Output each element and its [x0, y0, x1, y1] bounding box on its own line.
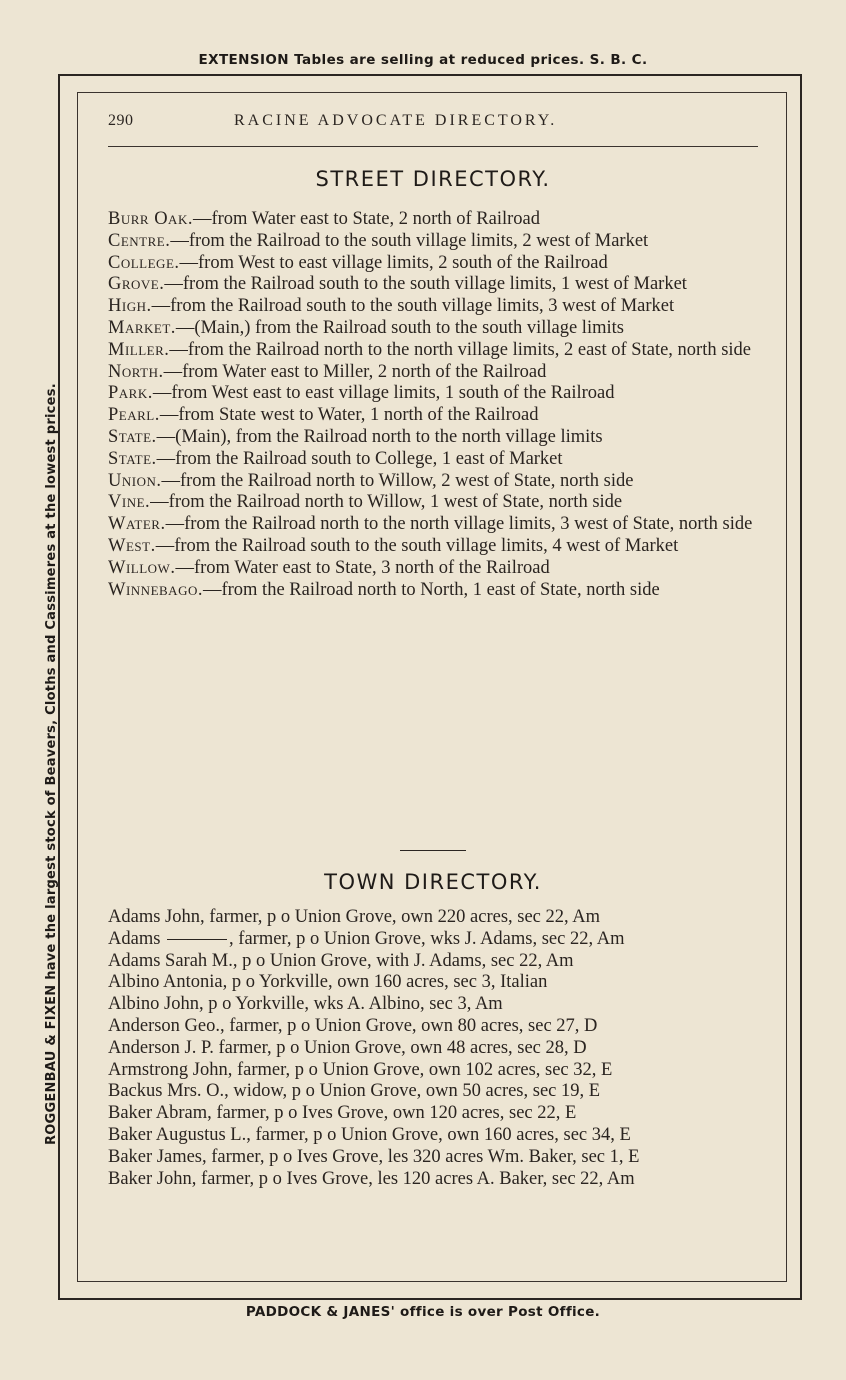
resident-name: Albino John,: [108, 994, 204, 1015]
section-divider: [400, 850, 466, 851]
resident-description: p o Yorkville, wks A. Albino, sec 3, Am: [203, 994, 503, 1015]
street-description: —from the Railroad south to the south village limits, 4 west of Market: [155, 535, 679, 556]
street-entry: [108, 449, 758, 471]
resident-name: Baker John,: [108, 1168, 197, 1189]
street-entry: [108, 427, 758, 449]
street-entry: [108, 471, 758, 493]
street-name: Centre.: [108, 230, 171, 251]
header-rule: [108, 146, 758, 147]
bottom-advertisement: PADDOCK & JANES' office is over Post Office.: [245, 1304, 601, 1320]
street-description: —from Water east to State, 3 north of the Railroad: [175, 557, 550, 578]
resident-name: Baker Abram,: [108, 1103, 212, 1124]
street-description: —from West east to east village limits, 1 south of the Railroad: [152, 383, 615, 404]
street-description: —(Main,) from the Railroad south to the south village limits: [175, 317, 624, 338]
street-entry: [108, 536, 758, 558]
street-name: Miller.: [108, 339, 170, 360]
street-directory-heading: STREET DIRECTORY.: [315, 167, 551, 191]
street-name: College.: [108, 252, 180, 273]
resident-description: farmer, p o Union Grove, own 102 acres, sec 32, E: [232, 1059, 613, 1080]
street-description: —from Water east to State, 2 north of Railroad: [192, 209, 540, 229]
resident-name: Anderson J. P.: [108, 1037, 214, 1058]
street-description: —from the Railroad north to North, 1 east of State, north side: [202, 579, 660, 600]
street-description: —from the Railroad north to Willow, 2 west of State, north side: [161, 470, 634, 491]
street-name: Willow.: [108, 557, 176, 578]
resident-description: , farmer, p o Union Grove, wks J. Adams, sec 22, Am: [229, 928, 625, 949]
resident-description: farmer, p o Union Grove, own 160 acres, sec 34, E: [250, 1124, 631, 1145]
street-name: Burr Oak.: [108, 209, 193, 229]
resident-entry: [108, 1060, 758, 1082]
resident-description: farmer, p o Ives Grove, les 320 acres Wm. Baker, sec 1, E: [206, 1146, 640, 1167]
street-description: —from the Railroad north to the north village limits, 3 west of State, north side: [165, 514, 753, 535]
resident-entry: [108, 1169, 758, 1191]
resident-name: Armstrong John,: [108, 1059, 233, 1080]
street-description: —from the Railroad south to College, 1 east of Market: [156, 448, 563, 469]
resident-entry: [108, 1038, 758, 1060]
resident-description: farmer, p o Union Grove, own 48 acres, sec 28, D: [213, 1037, 587, 1058]
resident-description: widow, p o Union Grove, own 50 acres, sec 19, E: [228, 1081, 601, 1102]
resident-description: farmer, p o Union Grove, own 220 acres, sec 22, Am: [204, 907, 600, 927]
street-entry: [108, 492, 758, 514]
street-name: West.: [108, 535, 156, 556]
street-entry: [108, 296, 758, 318]
street-entry: [108, 318, 758, 340]
resident-entry: [108, 929, 758, 951]
top-advertisement: EXTENSION Tables are selling at reduced prices. S. B. C.: [198, 52, 648, 68]
resident-description: p o Union Grove, with J. Adams, sec 22, Am: [237, 950, 574, 971]
resident-list: [108, 907, 758, 1190]
street-description: —from Water east to Miller, 2 north of the Railroad: [163, 361, 547, 382]
street-name: Pearl.: [108, 405, 160, 426]
street-description: —from the Railroad south to the south village limits, 1 west of Market: [164, 274, 687, 295]
street-description: —from the Railroad south to the south village limits, 3 west of Market: [151, 296, 675, 317]
street-name: Vine.: [108, 492, 151, 513]
resident-entry: [108, 1016, 758, 1038]
resident-name: Adams Sarah M.,: [108, 950, 238, 971]
street-entry: [108, 274, 758, 296]
resident-entry: [108, 1125, 758, 1147]
resident-name: Baker James,: [108, 1146, 207, 1167]
street-entry: [108, 558, 758, 580]
street-entry: [108, 514, 758, 536]
street-description: —(Main), from the Railroad north to the north village limits: [156, 426, 603, 447]
resident-entry: [108, 1147, 758, 1169]
resident-entry: [108, 972, 758, 994]
street-name: State.: [108, 448, 157, 469]
street-description: —from the Railroad to the south village limits, 2 west of Market: [170, 230, 649, 251]
street-name: Winnebago.: [108, 579, 203, 600]
resident-entry: [108, 1081, 758, 1103]
street-name: Park.: [108, 383, 153, 404]
street-name: Water.: [108, 514, 166, 535]
resident-name: Backus Mrs. O.,: [108, 1081, 229, 1102]
street-entry: [108, 362, 758, 384]
resident-entry: [108, 1103, 758, 1125]
resident-description: farmer, p o Ives Grove, les 120 acres A. Baker, sec 22, Am: [196, 1168, 635, 1189]
resident-entry: [108, 907, 758, 929]
town-directory-heading: TOWN DIRECTORY.: [324, 870, 542, 894]
resident-description: p o Yorkville, own 160 acres, sec 3, Italian: [227, 972, 548, 993]
resident-description: farmer, p o Union Grove, own 80 acres, sec 27, D: [224, 1015, 598, 1036]
street-description: —from West to east village limits, 2 south of the Railroad: [179, 252, 608, 273]
street-name: High.: [108, 296, 152, 317]
street-description: —from the Railroad north to the north village limits, 2 east of State, north side: [169, 339, 752, 360]
street-description: —from State west to Water, 1 north of the Railroad: [159, 405, 539, 426]
resident-name: Baker Augustus L.,: [108, 1124, 251, 1145]
street-name: Market.: [108, 317, 176, 338]
resident-description: farmer, p o Ives Grove, own 120 acres, sec 22, E: [211, 1103, 577, 1124]
street-name: Grove.: [108, 274, 165, 295]
side-advertisement: ROGGENBAU & FIXEN have the largest stock of Beavers, Cloths and Cassimeres at the lowest prices.: [44, 383, 59, 1145]
street-name: North.: [108, 361, 164, 382]
street-entry: [108, 253, 758, 275]
street-entry: [108, 231, 758, 253]
street-entry: [108, 383, 758, 405]
street-description: —from the Railroad north to Willow, 1 west of State, north side: [150, 492, 623, 513]
page-number: 290: [108, 112, 134, 129]
street-name: State.: [108, 426, 157, 447]
resident-entry: [108, 951, 758, 973]
street-entry: [108, 580, 758, 602]
name-blank-line: [167, 939, 227, 940]
resident-name: Adams John,: [108, 907, 205, 927]
street-entry: [108, 405, 758, 427]
running-title: RACINE ADVOCATE DIRECTORY.: [234, 112, 558, 129]
resident-name: Anderson Geo.,: [108, 1015, 225, 1036]
street-entry: [108, 340, 758, 362]
street-entry: [108, 209, 758, 231]
resident-entry: [108, 994, 758, 1016]
street-list: [108, 209, 758, 601]
street-name: Union.: [108, 470, 162, 491]
resident-name: Albino Antonia,: [108, 972, 228, 993]
resident-name: Adams: [108, 928, 161, 949]
